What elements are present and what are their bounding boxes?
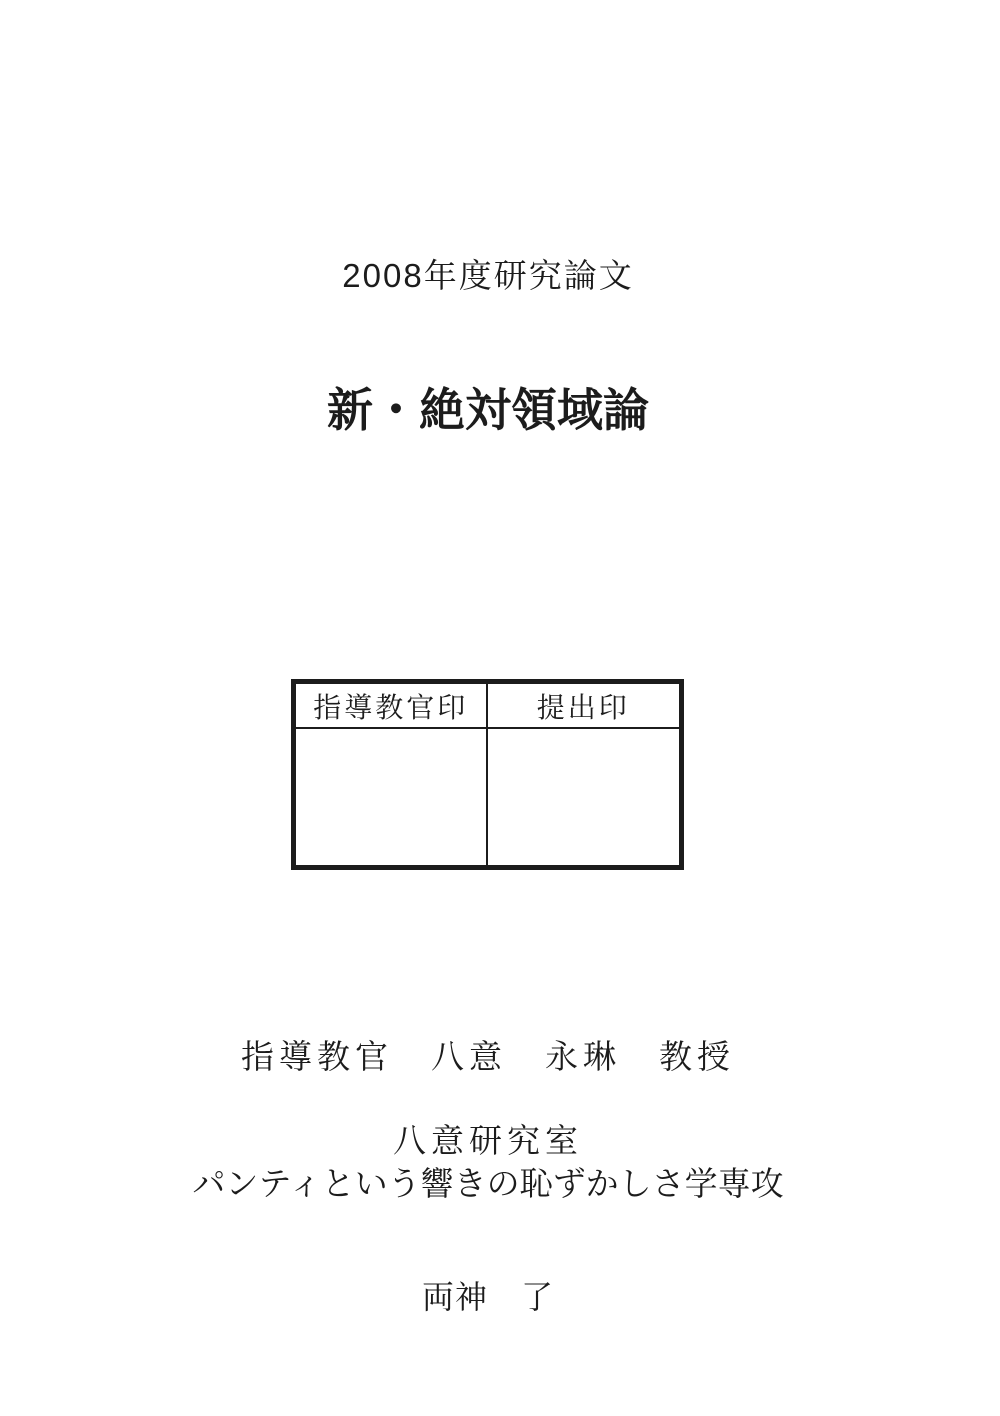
lab-line: 八意研究室 — [393, 1122, 583, 1159]
seal-table-header-submission: 提出印 — [488, 684, 680, 729]
seal-cell-submission — [488, 729, 680, 865]
advisor-line: 指導教官 八意 永琳 教授 — [241, 1038, 735, 1075]
year-heading: 2008年度研究論文 — [342, 257, 634, 294]
seal-cell-advisor — [296, 729, 488, 865]
author-name: 両神 了 — [421, 1279, 554, 1315]
major-line: パンティという響きの恥ずかしさ学専攻 — [192, 1165, 784, 1202]
seal-table — [291, 679, 684, 870]
seal-table-header-advisor: 指導教官印 — [296, 684, 488, 729]
document-title: 新・絶対領域論 — [327, 384, 649, 436]
